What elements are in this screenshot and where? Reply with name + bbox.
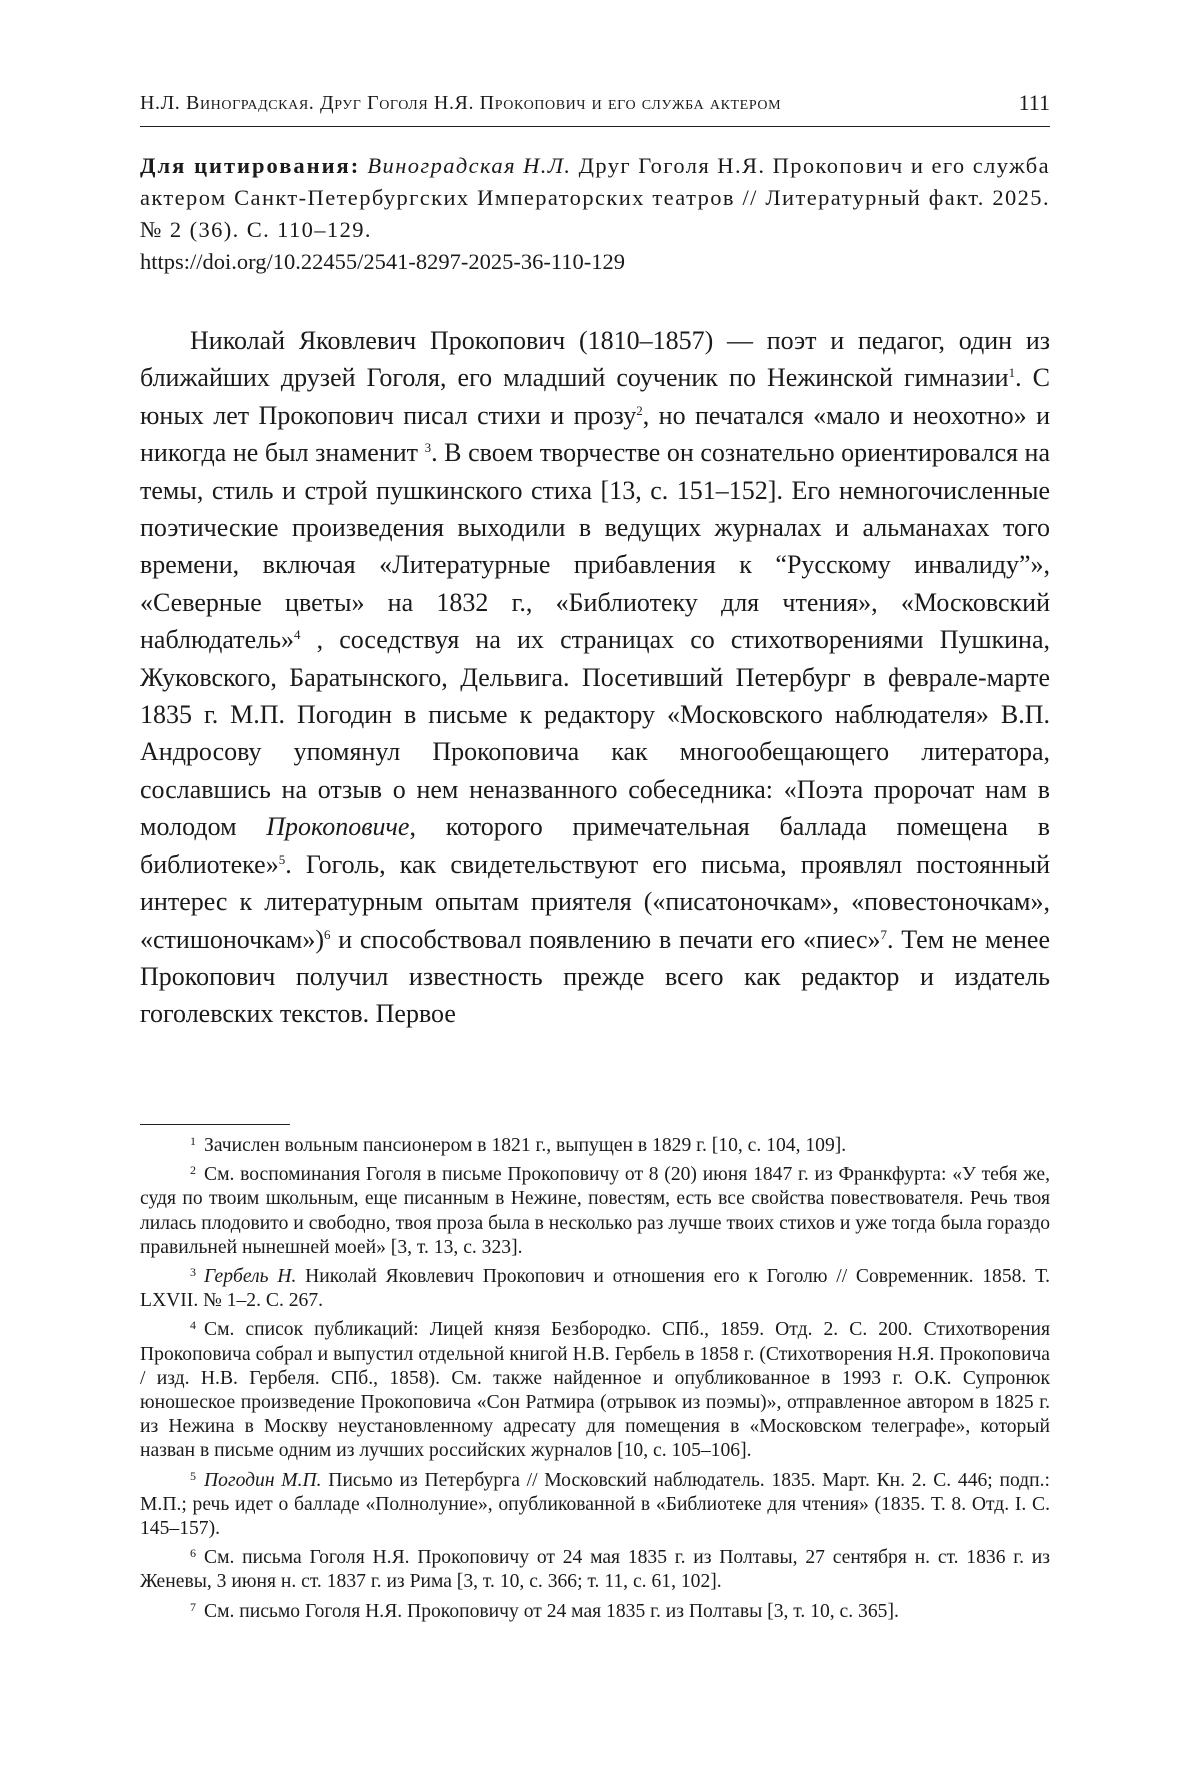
footnote-1 <box>140 1134 1050 1158</box>
footnote-number: 2 <box>190 1163 196 1178</box>
footnote-ref-1[interactable]: 1 <box>1008 365 1016 381</box>
text-run: . В своем творчестве он сознательно ориентировался на темы, стиль и строй пушкинского стиха [13, с. 151–152]. Его немногочисленные поэтические произведения выходили в ведущих журналах и альманахах того времени, включая «Литературные прибавления к “Русскому инвалиду”», «Северные цветы» на 1832 г., «Библиотеку для чтения», «Московский наблюдатель» <box>140 438 1050 655</box>
text-run: . Тем не менее Прокопович получил известность прежде всего как редактор и издатель гоголевских текстов. Первое <box>140 924 1050 1029</box>
footnote-author: Погодин М.П. <box>204 1469 322 1491</box>
italic-run: Прокоповиче <box>266 812 410 842</box>
page-number: 111 <box>1018 90 1050 115</box>
footnote-number: 3 <box>190 1265 196 1280</box>
text-run: Николай Яковлевич Прокопович (1810–1857) — поэт и педагог, один из ближайших друзей Гоголя, его младший соученик по Нежинской гимназии <box>140 326 1050 393</box>
footnote-2 <box>140 1163 1050 1260</box>
text-run: и способствовал появлению в печати его «пиес» <box>330 924 881 954</box>
text-run: , соседствуя на их страницах со стихотворениями Пушкина, Жуковского, Баратынского, Дельвига. Посетивший Петербург в феврале-марте 1835 г. М.П. Погодин в письме к редактору «Московского наблюдателя» В.П. Андросову упомянул Прокоповича как многообещающего литератора, сославшись на отзыв о нем неназванного собеседника: «Поэта пророчат нам в молодом <box>140 625 1050 842</box>
footnote-number: 6 <box>190 1546 196 1561</box>
footnote-ref-4[interactable]: 4 <box>293 627 301 643</box>
footnote-text: Письмо из Петербурга // Московский наблюдатель. 1835. Март. Кн. 2. С. 446; подп.: М.П.; речь идет о балладе «Полнолуние», опубликованной в «Библиотеке для чтения» (1835. Т. 8. Отд. I. С. 145–157). <box>140 1469 1050 1540</box>
footnote-6 <box>140 1546 1050 1594</box>
citation-author: Виноградская Н.Л. <box>367 153 572 178</box>
footnote-ref-5[interactable]: 5 <box>278 851 286 867</box>
footnote-5 <box>140 1469 1050 1542</box>
footnote-7 <box>140 1600 1050 1624</box>
text-run: , которого примечательная баллада помещена в библиотеке» <box>140 812 1050 879</box>
text-run: . Гоголь, как свидетельствуют его письма, проявлял постоянный интерес к литературным опытам приятеля («писатоночкам», «повестоночкам», «стишоночкам») <box>140 849 1050 954</box>
footnote-ref-7[interactable]: 7 <box>880 926 888 942</box>
text-run: . С юных лет Прокопович писал стихи и прозу <box>140 363 1051 430</box>
citation-block <box>140 150 1050 278</box>
citation-text: Друг Гоголя Н.Я. Прокопович и его служба актером Санкт-Петербургских Императорских театров // Литературный факт. 2025. № 2 (36). С. 110–129. <box>140 153 1051 242</box>
citation-label: Для цитирования: <box>140 153 361 178</box>
citation-doi[interactable]: https://doi.org/10.22455/2541-8297-2025-36-110-129 <box>140 249 625 274</box>
footnote-ref-6[interactable]: 6 <box>324 926 331 942</box>
footnote-ref-3[interactable]: 3 <box>424 440 432 456</box>
footnote-text: См. письма Гоголя Н.Я. Прокоповичу от 24 мая 1835 г. из Полтавы, 27 сентября н. ст. 1836 г. из Женевы, 3 июня н. ст. 1837 г. из Рима [3, т. 10, с. 366; т. 11, с. 61, 102]. <box>140 1547 1050 1593</box>
paragraph <box>140 322 1050 1033</box>
footnote-number: 1 <box>190 1134 196 1148</box>
footnote-number: 7 <box>190 1599 196 1614</box>
running-title: Н.Л. Виноградская. Друг Гоголя Н.Я. Прокопович и его служба актером <box>140 92 782 114</box>
footnote-text: См. список публикаций: Лицей князя Безбородко. СПб., 1859. Отд. 2. С. 200. Стихотворения Прокоповича собрал и выпустил отдельной книгой Н.В. Гербель в 1858 г. (Стихотворения Н.Я. Прокоповича / изд. Н.В. Гербеля. СПб., 1858). См. также найденное и опубликованное в 1993 г. О.К. Супронюк юношеское произведение Прокоповича «Сон Ратмира (отрывок из поэмы)», отправленное автором в 1825 г. из Нежина в Москву неустановленному адресату для помещения в «Московском телеграфе», который назван в письме одним из лучших российских журналов [10, с. 105–106]. <box>140 1319 1050 1462</box>
footnote-text: Николай Яковлевич Прокопович и отношения его к Гоголю // Современник. 1858. Т. LXVII. № 1–2. С. 267. <box>140 1266 1050 1312</box>
main-text <box>140 322 1050 1033</box>
footnote-author: Гербель Н. <box>204 1266 297 1288</box>
footnote-3 <box>140 1265 1050 1313</box>
footnote-divider <box>140 1124 290 1125</box>
footnote-4 <box>140 1318 1050 1463</box>
text-run: , но печатался «мало и неохотно» и никогда не был знаменит <box>140 400 1050 468</box>
footnote-text: Зачислен вольным пансионером в 1821 г., выпущен в 1829 г. [10, с. 104, 109]. <box>204 1135 847 1156</box>
footnotes <box>140 1134 1050 1629</box>
footnote-number: 4 <box>190 1318 196 1333</box>
footnote-ref-2[interactable]: 2 <box>636 402 643 418</box>
footnote-text: См. письмо Гоголя Н.Я. Прокоповичу от 24 мая 1835 г. из Полтавы [3, т. 10, с. 365]. <box>204 1600 899 1622</box>
footnote-text: См. воспоминания Гоголя в письме Прокоповичу от 8 (20) июня 1847 г. из Франкфурта: «У тебя же, судя по твоим школьным, еще писанным в Нежине, повестям, есть все свойства повествователя. Речь твоя лилась плодовито и свободно, твоя проза была в несколько раз лучше твоих стихов и уже тогда была гораздо правильней нынешней моей» [3, т. 13, с. 323]. <box>140 1164 1050 1258</box>
footnote-number: 5 <box>190 1468 196 1483</box>
running-head <box>140 88 1050 127</box>
